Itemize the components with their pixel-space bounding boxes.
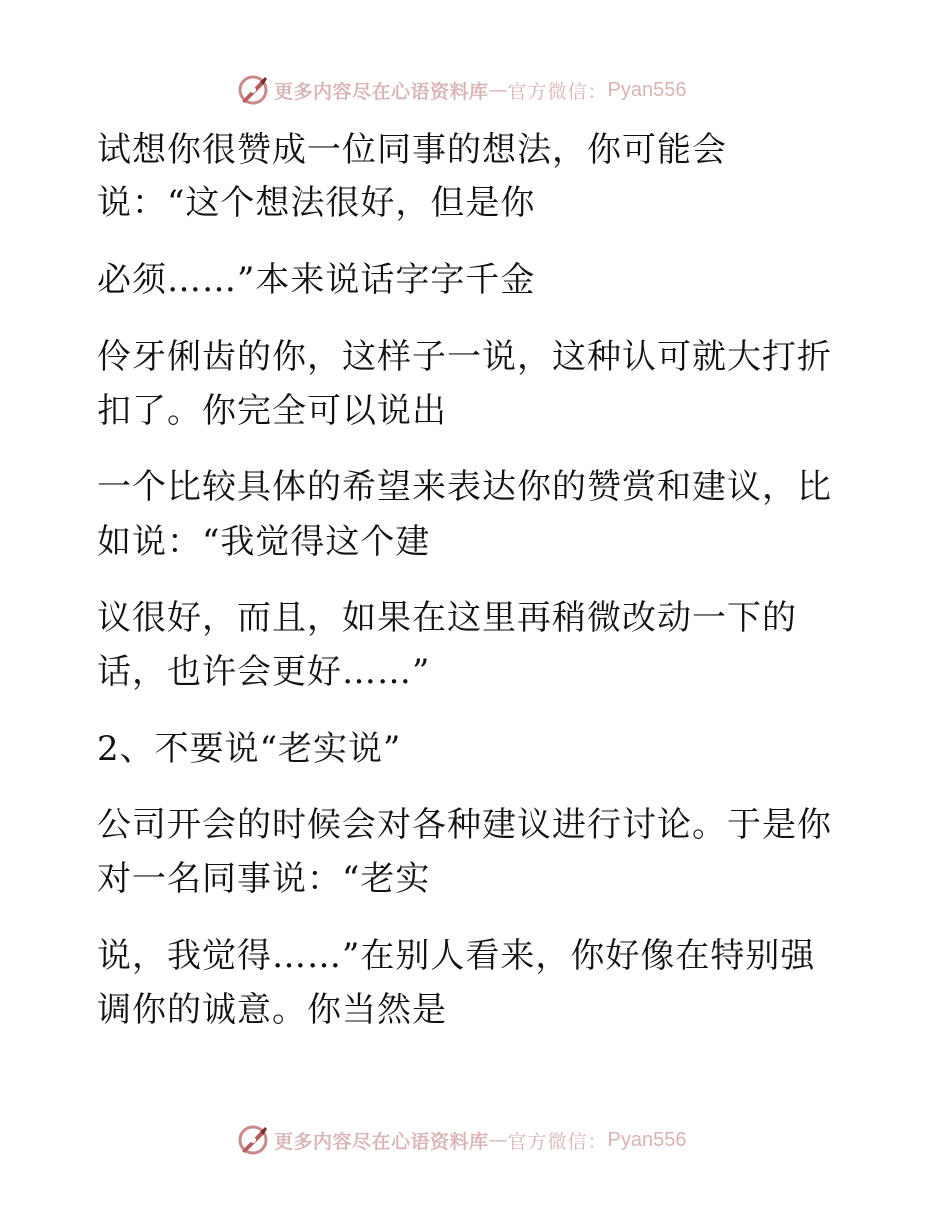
footer-watermark-content xyxy=(236,1120,687,1160)
pen-logo-icon xyxy=(236,73,270,107)
body-line: 伶牙俐齿的你，这样子一说，这种认可就大打折 xyxy=(97,337,832,377)
body-line: 公司开会的时候会对各种建议进行讨论。于是你 xyxy=(97,805,832,845)
watermark-site-text: 更多内容尽在心语资料库 xyxy=(274,80,489,103)
section-heading: 2、不要说“老实说” xyxy=(97,729,402,769)
body-line: 话，也许会更好……” xyxy=(97,652,431,692)
body-line: 说：“这个想法很好，但是你 xyxy=(97,183,536,223)
body-line: 试想你很赞成一位同事的想法，你可能会 xyxy=(97,130,727,170)
pen-logo-icon xyxy=(236,1123,270,1157)
watermark-dash: — xyxy=(488,1129,508,1151)
watermark-official-label: 官方微信： xyxy=(507,1130,608,1153)
footer-watermark xyxy=(0,1120,950,1160)
body-line: 说，我觉得……”在别人看来，你好像在特别强 xyxy=(97,936,816,976)
body-line: 调你的诚意。你当然是 xyxy=(97,990,447,1030)
body-line: 必须……”本来说话字字千金 xyxy=(97,260,536,300)
header-watermark xyxy=(0,70,950,110)
body-line: 对一名同事说：“老实 xyxy=(97,859,431,899)
body-line: 议很好，而且，如果在这里再稍微改动一下的 xyxy=(97,598,797,638)
body-line: 如说：“我觉得这个建 xyxy=(97,522,431,562)
watermark-official-label: 官方微信： xyxy=(507,80,608,103)
body-line: 扣了。你完全可以说出 xyxy=(97,391,447,431)
header-watermark-content xyxy=(236,70,687,110)
body-line: 一个比较具体的希望来表达你的赞赏和建议，比 xyxy=(97,467,832,507)
watermark-site-text: 更多内容尽在心语资料库 xyxy=(274,1130,489,1153)
watermark-dash: — xyxy=(488,79,508,101)
watermark-wechat-id: Pyan556 xyxy=(607,78,687,101)
watermark-wechat-id: Pyan556 xyxy=(607,1128,687,1151)
